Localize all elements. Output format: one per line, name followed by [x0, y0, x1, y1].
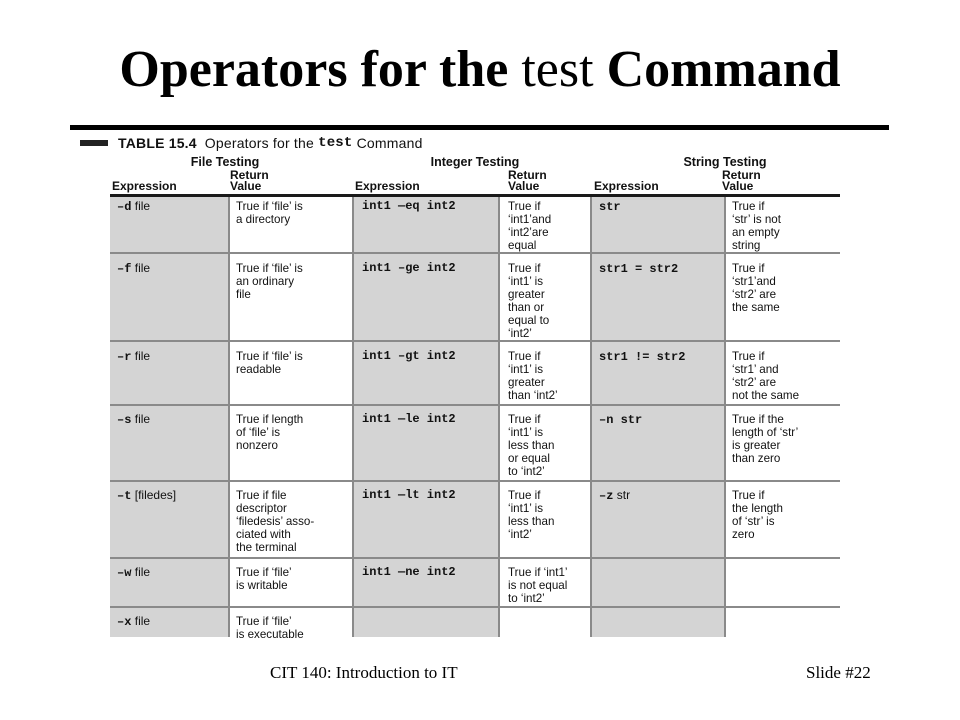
file-return-r: True if ‘file’ is readable — [236, 350, 303, 376]
file-return-f: True if ‘file’ is an ordinary file — [236, 262, 303, 301]
str-return-n: True if the length of ‘str’ is greater than zero — [732, 413, 799, 465]
file-expr-r: –r file — [117, 349, 151, 364]
grid-hline — [110, 606, 840, 608]
grid-hline — [110, 404, 840, 406]
title-divider — [70, 125, 889, 130]
header-int-return: Return Value — [508, 168, 547, 193]
grid-vline — [724, 197, 726, 637]
int-expr-eq: int1 —eq int2 — [362, 199, 456, 213]
file-expr-s: –s file — [117, 412, 151, 427]
title-part-1: Operators for the — [119, 41, 509, 98]
file-expr-w: –w file — [117, 565, 151, 580]
file-return-d: True if ‘file’ is a directory — [236, 200, 303, 226]
caption-marker — [80, 140, 108, 146]
table-caption — [80, 134, 423, 152]
caption-number: TABLE 15.4 — [118, 135, 197, 151]
str-return-equal: True if ‘str1’and ‘str2’ are the same — [732, 262, 780, 314]
grid-vline — [590, 197, 592, 637]
str-return-str: True if ‘str’ is not an empty string — [732, 200, 781, 252]
int-expr-ne: int1 —ne int2 — [362, 565, 456, 579]
header-str-expression: Expression — [594, 179, 659, 193]
file-expr-f: –f file — [117, 261, 151, 276]
grid-hline — [110, 340, 840, 342]
group-file-testing: File Testing — [190, 155, 260, 169]
file-expr-t: –t [filedes] — [117, 488, 177, 503]
grid-hline — [110, 557, 840, 559]
grid-vline — [498, 197, 500, 637]
str-return-z: True if the length of ‘str’ is zero — [732, 489, 783, 541]
file-expr-d: –d file — [117, 199, 151, 214]
title-part-3: Command — [606, 41, 841, 98]
int-return-eq: True if ‘int1’and ‘int2’are equal — [508, 200, 552, 252]
int-return-gt: True if ‘int1’ is greater than ‘int2’ — [508, 350, 558, 402]
str-return-not-equal: True if ‘str1’ and ‘str2’ are not the same — [732, 350, 800, 402]
caption-end: Command — [356, 135, 423, 151]
int-expr-ge: int1 –ge int2 — [362, 261, 456, 275]
header-file-expression: Expression — [112, 179, 177, 193]
file-return-x: True if ‘file’ is executable — [236, 615, 304, 641]
grid-vline — [352, 197, 354, 637]
int-expr-lt: int1 —lt int2 — [362, 488, 456, 502]
slide-title — [0, 40, 960, 100]
int-return-lt: True if ‘int1’ is less than ‘int2’ — [508, 489, 555, 541]
file-expr-x: –x file — [117, 614, 151, 629]
int-return-le: True if ‘int1’ is less than or equal to ‘int2’ — [508, 413, 555, 478]
str-expr-not-equal: str1 != str2 — [599, 350, 686, 364]
caption-code: test — [318, 135, 353, 151]
file-return-w: True if ‘file’ is writable — [236, 566, 292, 592]
footer-slide-number: Slide #22 — [806, 663, 871, 682]
str-expr-z: –z str — [599, 488, 631, 503]
footer-course: CIT 140: Introduction to IT — [270, 663, 458, 682]
file-return-t: True if file descriptor ‘filedesis’ asso- ciated with the terminal — [236, 489, 315, 554]
group-string-testing: String Testing — [683, 155, 767, 169]
int-return-ge: True if ‘int1’ is greater than or equal to ‘int2’ — [508, 262, 550, 340]
grid-hline — [110, 252, 840, 254]
header-int-expression: Expression — [355, 179, 420, 193]
str-expr-equal: str1 = str2 — [599, 262, 679, 276]
header-file-return: Return Value — [230, 168, 269, 193]
int-expr-le: int1 —le int2 — [362, 412, 456, 426]
caption-text: Operators for the — [204, 135, 314, 151]
str-expr-n: –n str — [599, 413, 643, 427]
int-return-ne: True if ‘int1’ is not equal to ‘int2’ — [508, 566, 568, 605]
group-integer-testing: Integer Testing — [430, 155, 520, 169]
file-return-s: True if length of ‘file’ is nonzero — [236, 413, 304, 452]
grid-hline — [110, 480, 840, 482]
title-part-2: test — [521, 41, 594, 98]
grid-vline — [228, 197, 230, 637]
header-str-return: Return Value — [722, 168, 761, 193]
str-expr-str: str — [599, 200, 621, 214]
int-expr-gt: int1 –gt int2 — [362, 349, 456, 363]
